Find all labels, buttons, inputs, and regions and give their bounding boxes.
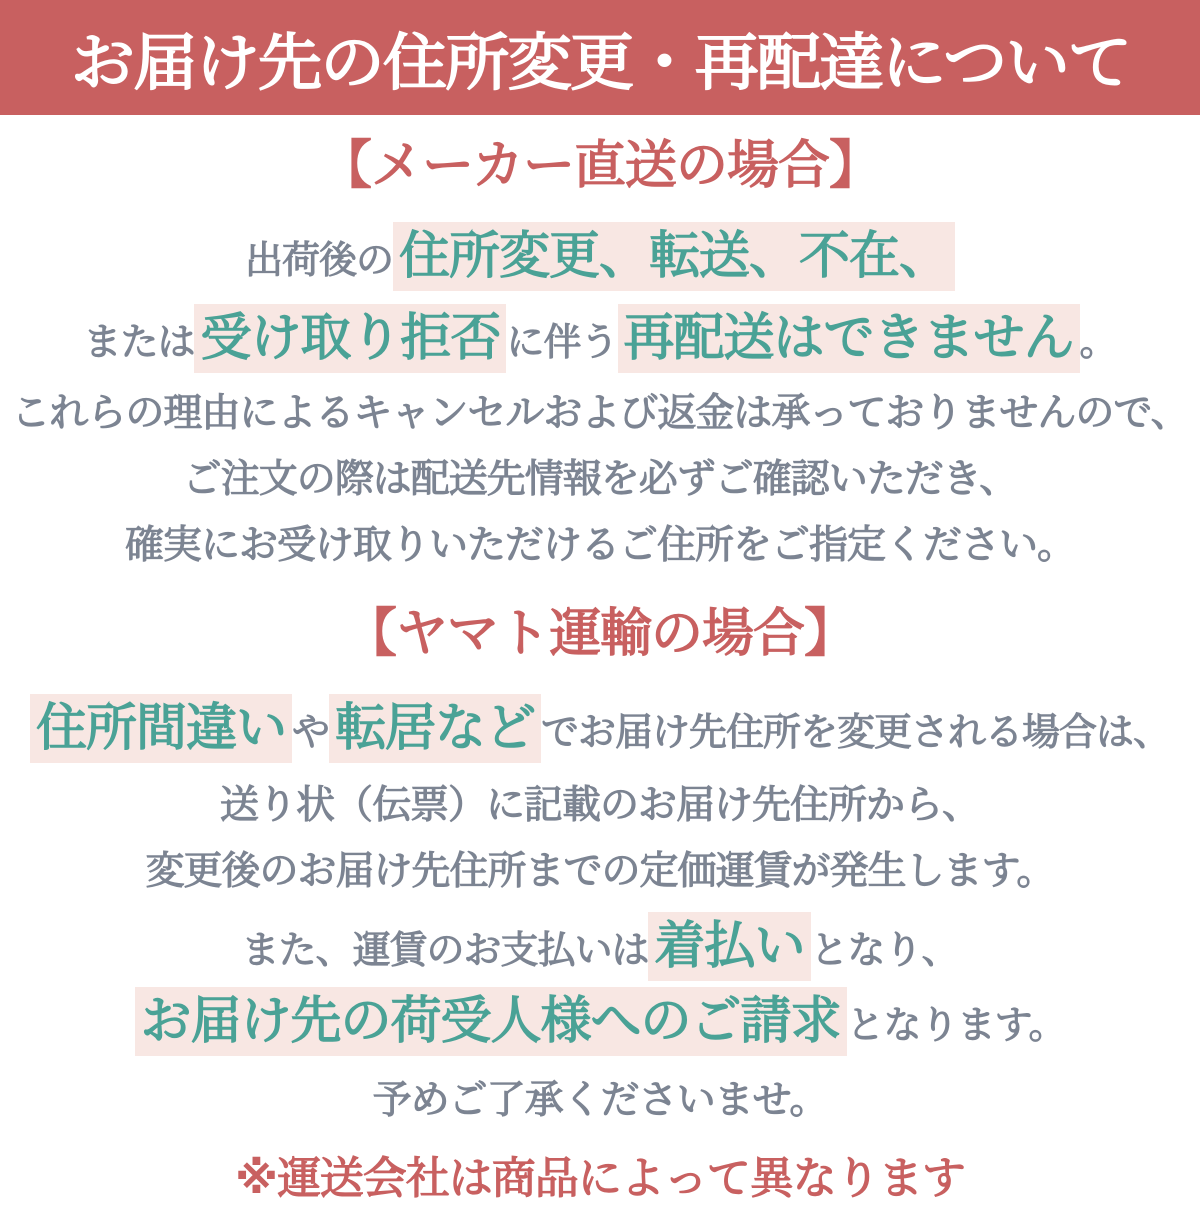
section-heading-maker-direct: 【メーカー直送の場合】 [320,137,880,195]
notice-line [83,305,1116,371]
page-title: お届け先の住所変更・再配達について [70,29,1130,98]
notice-body [0,115,1200,1206]
text-segment: に伴う [506,322,618,365]
notice-line [135,988,1066,1054]
notice-line [30,695,1170,761]
notice-line: 変更後のお届け先住所までの定価運賃が発生します。 [145,850,1055,894]
highlighted-text-segment: お届け先の荷受人様へのご請求 [135,987,847,1056]
notice-line: 送り状（伝票）に記載のお届け先住所から、 [219,784,980,828]
notice-line: これらの理由によるキャンセルおよび返金は承っておりませんので、 [11,392,1189,436]
highlighted-text-segment: 住所間違い [30,694,292,763]
text-segment: 。 [1079,322,1117,365]
notice-line [245,223,955,289]
text-segment: 出荷後の [244,239,393,282]
text-segment: また、運賃のお支払いは [241,930,649,973]
highlighted-text-segment: 転居など [329,694,541,763]
notice-header-band [0,0,1200,115]
section-heading-yamato: 【ヤマト運輸の場合】 [344,605,855,664]
text-segment: となります。 [846,1004,1066,1047]
notice-line: 予めご了承くださいませ。 [372,1079,828,1123]
carrier-disclaimer-note: ※運送会社は商品によって異なります [235,1154,965,1204]
highlighted-text-segment: 住所変更、転送、不在、 [393,222,955,291]
notice-line: 確実にお受け取りいただけるご住所をご指定ください。 [124,524,1075,568]
highlighted-text-segment: 再配送はできません [618,304,1080,373]
notice-line [241,913,958,979]
text-segment: や [291,712,329,755]
text-segment: でお届け先住所を変更される場合は、 [541,712,1171,755]
text-segment: または [83,322,195,365]
text-segment: となり、 [810,930,959,973]
highlighted-text-segment: 受け取り拒否 [194,304,506,373]
notice-line: ご注文の際は配送先情報を必ずご確認いただき、 [182,458,1018,502]
highlighted-text-segment: 着払い [648,912,810,981]
